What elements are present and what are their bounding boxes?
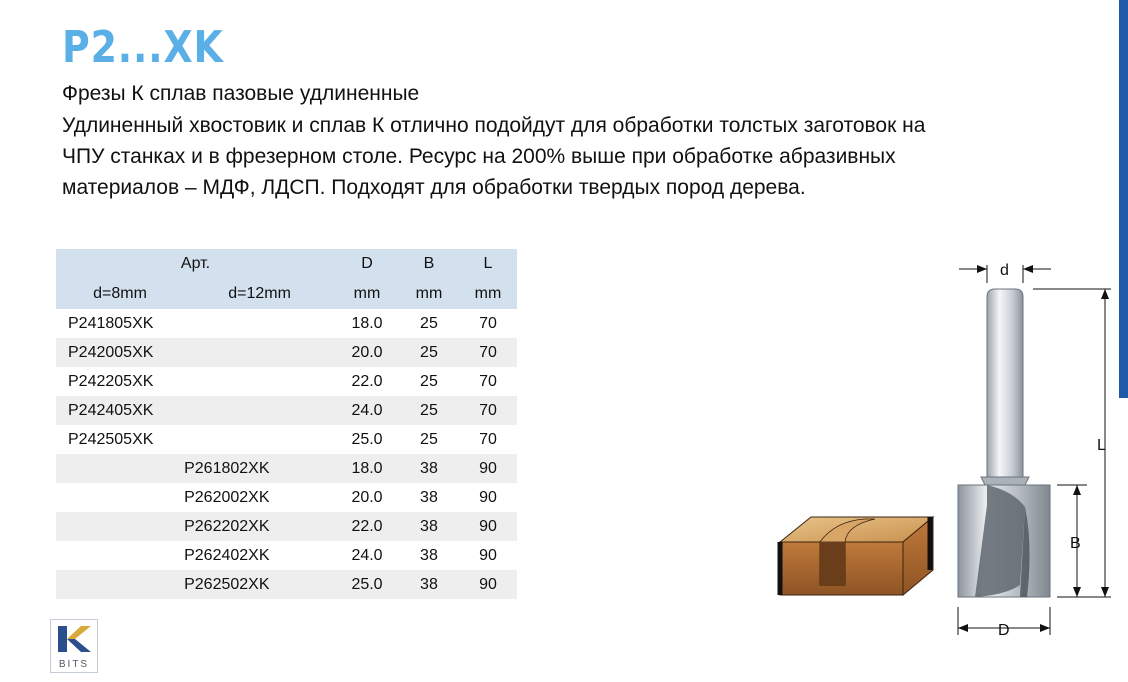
cell-L: 90 [459,483,517,512]
cell-D: 24.0 [335,396,399,425]
cell-D: 25.0 [335,425,399,454]
label-L: L [1097,437,1106,454]
cell-B: 38 [399,570,459,599]
cell-d8 [56,483,184,512]
label-d: d [1000,262,1009,279]
k-logo-icon [55,624,93,654]
cell-L: 90 [459,512,517,541]
cell-L: 90 [459,541,517,570]
header-B: B [399,249,459,279]
product-description: Удлиненный хвостовик и сплав К отлично подойдут для обработки толстых заготовок на ЧПУ станках и в фрезерном столе. Ресурс на 200% выше при обработке абразивных материалов – МДФ, ЛДСП. Подходят для обработки твердых пород дерева. [62,114,926,199]
page-title: P2...XK [62,22,224,73]
cell-d8: P242005XK [56,338,184,367]
cell-B: 25 [399,338,459,367]
cell-d12 [184,396,335,425]
header-unit-D: mm [335,279,399,309]
cell-d12: P261802XK [184,454,335,483]
table-row [56,570,517,599]
dimension-B [1057,485,1087,597]
cell-D: 20.0 [335,483,399,512]
cell-d8: P242205XK [56,367,184,396]
dimension-D [958,607,1050,639]
cell-B: 25 [399,425,459,454]
cell-L: 90 [459,570,517,599]
cell-B: 38 [399,483,459,512]
cell-d12 [184,338,335,367]
cell-L: 70 [459,425,517,454]
accent-stripe [1119,0,1128,398]
cell-d8: P241805XK [56,309,184,338]
header-D: D [335,249,399,279]
table-header-row [56,249,517,279]
cell-L: 70 [459,396,517,425]
cell-d12 [184,425,335,454]
header-d12: d=12mm [184,279,335,309]
cell-B: 25 [399,309,459,338]
cell-d8 [56,512,184,541]
cell-d12: P262002XK [184,483,335,512]
cell-d8 [56,541,184,570]
router-bit [958,289,1050,597]
header-d8: d=8mm [56,279,184,309]
cell-d8: P242505XK [56,425,184,454]
cell-D: 18.0 [335,309,399,338]
cell-D: 25.0 [335,570,399,599]
cell-d12: P262202XK [184,512,335,541]
header-unit-B: mm [399,279,459,309]
cell-d12 [184,309,335,338]
label-B: B [1070,535,1081,552]
router-bit-diagram [775,245,1115,645]
table-subheader-row [56,279,517,309]
cell-D: 18.0 [335,454,399,483]
kbits-logo [50,619,98,673]
table-row [56,338,517,367]
table-row [56,425,517,454]
cell-D: 22.0 [335,367,399,396]
cell-d12: P262402XK [184,541,335,570]
table-row [56,309,517,338]
cell-D: 20.0 [335,338,399,367]
cell-d8: P242405XK [56,396,184,425]
table-row [56,483,517,512]
cell-B: 38 [399,512,459,541]
cell-d12: P262502XK [184,570,335,599]
table-row [56,454,517,483]
table-row [56,367,517,396]
cell-D: 22.0 [335,512,399,541]
header-unit-L: mm [459,279,517,309]
wood-sample [780,517,933,595]
table-row [56,512,517,541]
cell-d8 [56,454,184,483]
header-L: L [459,249,517,279]
cell-B: 25 [399,367,459,396]
logo-text: BITS [58,659,90,670]
spec-table [56,249,517,599]
cell-B: 38 [399,454,459,483]
dimension-d [959,262,1051,283]
label-D: D [998,622,1010,639]
table-row [56,541,517,570]
cell-L: 70 [459,309,517,338]
cell-L: 70 [459,338,517,367]
cell-D: 24.0 [335,541,399,570]
header-art: Арт. [56,249,335,279]
cell-L: 90 [459,454,517,483]
cell-L: 70 [459,367,517,396]
cell-d8 [56,570,184,599]
cell-B: 38 [399,541,459,570]
product-subtitle: Фрезы К сплав пазовые удлиненные [62,82,420,105]
table-row [56,396,517,425]
cell-d12 [184,367,335,396]
cell-B: 25 [399,396,459,425]
